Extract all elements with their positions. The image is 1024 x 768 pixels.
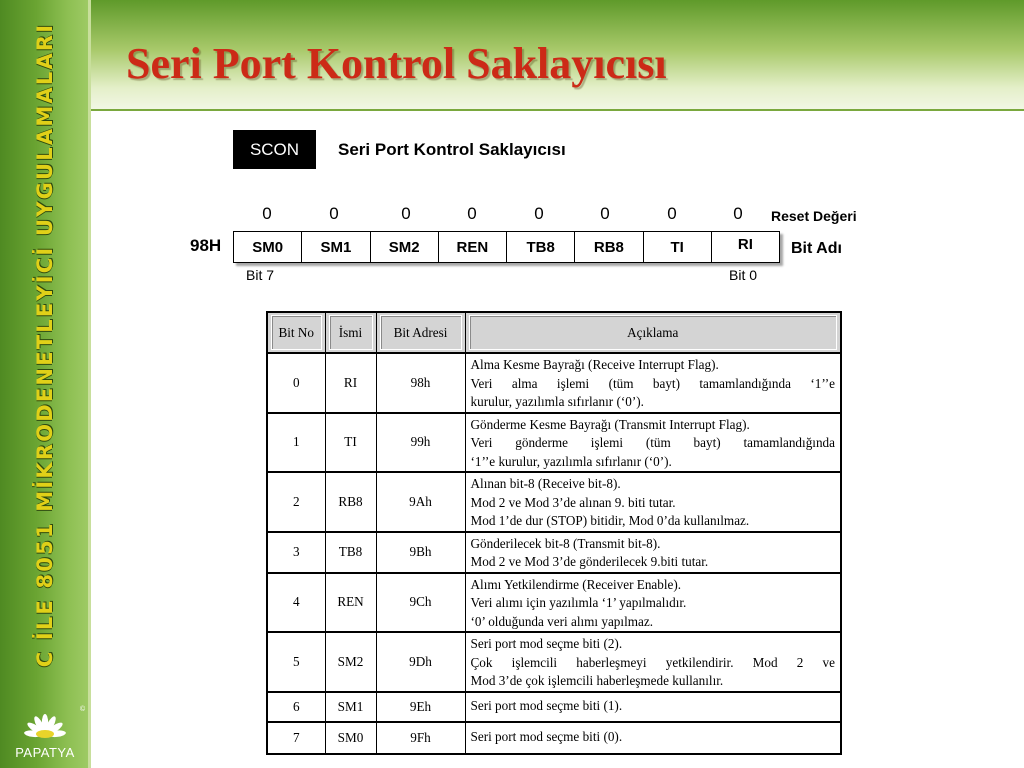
register-bit-cell: REN xyxy=(438,232,506,262)
bit-address-cell: 9Ah xyxy=(376,472,465,532)
register-bit-cell: RI xyxy=(711,232,779,262)
bit-name-label: Bit Adı xyxy=(791,240,842,257)
reset-value: 0 xyxy=(600,204,610,223)
reset-value-label: Reset Değeri xyxy=(771,208,857,224)
bit-address-cell: 9Fh xyxy=(376,722,465,754)
description-cell: Seri port mod seçme biti (1). xyxy=(465,692,841,722)
table-header-cell: Açıklama xyxy=(465,312,841,353)
bit-name-cell: SM2 xyxy=(325,632,376,692)
reset-value: 0 xyxy=(534,204,544,223)
bit-description-table xyxy=(266,311,842,755)
table-header-cell: Bit No xyxy=(267,312,325,353)
bit-no-cell: 2 xyxy=(267,472,325,532)
bit-no-cell: 7 xyxy=(267,722,325,754)
course-title-vertical: C İLE 8051 MİKRODENETLEYİCİ UYGULAMALARI xyxy=(33,22,57,668)
table-row xyxy=(267,413,841,473)
table-row xyxy=(267,573,841,633)
description-cell: Gönderilecek bit-8 (Transmit bit-8). Mod 2 ve Mod 3’de gönderilecek 9.biti tutar. xyxy=(465,532,841,573)
bit-name-cell: RB8 xyxy=(325,472,376,532)
register-bit-cell: SM0 xyxy=(252,238,284,256)
bit-address-cell: 9Bh xyxy=(376,532,465,573)
register-bit-cell: SM2 xyxy=(370,232,438,262)
bit-no-cell: 5 xyxy=(267,632,325,692)
bit-address-cell: 9Dh xyxy=(376,632,465,692)
bit-no-cell: 3 xyxy=(267,532,325,573)
bit-no-cell: 4 xyxy=(267,573,325,633)
table-row xyxy=(267,632,841,692)
copyright-mark: © xyxy=(80,706,86,713)
reset-value: 0 xyxy=(329,204,339,223)
bit-address-cell: 9Ch xyxy=(376,573,465,633)
description-cell: Seri port mod seçme biti (2). Çok işlemcili haberleşmeyi yetkilendirir. Mod 2 ve Mod 3’de çok işlemcili haberleşmede kullanılır. xyxy=(465,632,841,692)
bit-address-cell: 9Eh xyxy=(376,692,465,722)
table-row xyxy=(267,722,841,754)
table-row xyxy=(267,692,841,722)
table-row xyxy=(267,532,841,573)
reset-value: 0 xyxy=(667,204,677,223)
slide-title: Seri Port Kontrol Saklayıcısı xyxy=(126,39,667,88)
bit-no-cell: 1 xyxy=(267,413,325,473)
msb-label: Bit 7 xyxy=(246,267,275,283)
reset-value: 0 xyxy=(401,204,411,223)
bit-name-cell: RI xyxy=(325,353,376,413)
register-address: 98H xyxy=(190,236,222,255)
bit-address-cell: 99h xyxy=(376,413,465,473)
description-cell: Alımı Yetkilendirme (Receiver Enable). Veri alımı için yazılımla ‘1’ yapılmalıdır. ‘0’ olduğunda veri alımı yapılmaz. xyxy=(465,573,841,633)
table-row xyxy=(267,353,841,413)
bit-name-cell: SM1 xyxy=(325,692,376,722)
register-bit-cell: TB8 xyxy=(506,232,574,262)
reset-value: 0 xyxy=(467,204,477,223)
bit-no-cell: 6 xyxy=(267,692,325,722)
bit-address-cell: 98h xyxy=(376,353,465,413)
reset-value: 0 xyxy=(733,204,743,223)
bit-name-cell: REN xyxy=(325,573,376,633)
register-name-badge: SCON xyxy=(233,130,316,169)
bit-name-cell: TI xyxy=(325,413,376,473)
table-header-cell: Bit Adresi xyxy=(376,312,465,353)
table-header-cell: İsmi xyxy=(325,312,376,353)
register-description: Seri Port Kontrol Saklayıcısı xyxy=(338,140,566,159)
sidebar-divider xyxy=(88,0,91,768)
table-row xyxy=(267,472,841,532)
register-bit-cell: RB8 xyxy=(574,232,642,262)
description-cell: Alınan bit-8 (Receive bit-8). Mod 2 ve Mod 3’de alınan 9. biti tutar. Mod 1’de dur (STOP) bitidir, Mod 0’da kullanılmaz. xyxy=(465,472,841,532)
register-bit-cell: SM1 xyxy=(301,232,369,262)
bit-name-cell: SM0 xyxy=(325,722,376,754)
description-cell: Seri port mod seçme biti (0). xyxy=(465,722,841,754)
bit-name-cell: TB8 xyxy=(325,532,376,573)
register-bit-row xyxy=(233,231,780,263)
lsb-label: Bit 0 xyxy=(729,267,758,283)
logo-text: PAPATYA xyxy=(15,745,75,760)
register-bit-cell: TI xyxy=(643,232,711,262)
description-cell: Gönderme Kesme Bayrağı (Transmit Interrupt Flag). Veri gönderme işlemi (tüm bayt) tamamlandığında ‘1’’e kurulur, yazılımla sıfırlanır (‘0’). xyxy=(465,413,841,473)
bit-no-cell: 0 xyxy=(267,353,325,413)
table-header-row xyxy=(267,312,841,353)
reset-value: 0 xyxy=(262,204,272,223)
description-cell: Alma Kesme Bayrağı (Receive Interrupt Flag). Veri alma işlemi (tüm bayt) tamamlandığında ‘1’’e kurulur, yazılımla sıfırlanır (‘0’). xyxy=(465,353,841,413)
banner-divider xyxy=(91,109,1024,111)
